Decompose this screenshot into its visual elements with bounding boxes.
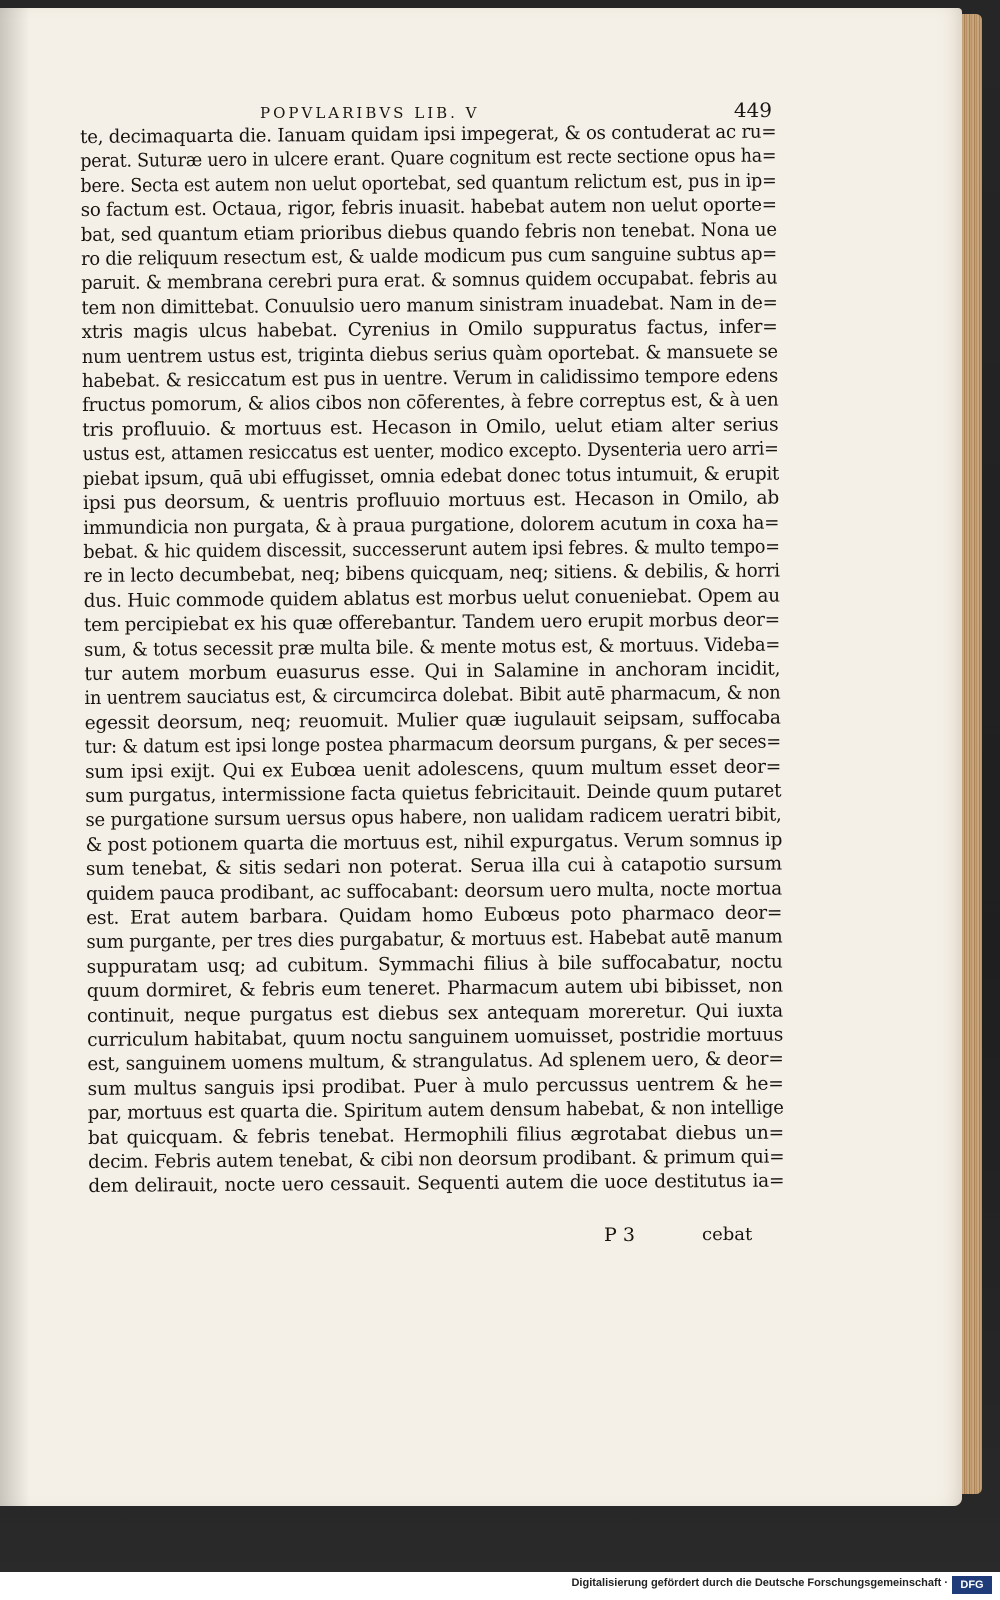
- text-line: par, mortuus est quarta die. Spiritum autem densum habebat, & non intellige: [87, 1097, 784, 1125]
- text-line: habebat. & resiccatum est pus in uentre. Verum in calidissimo tempore edens: [81, 365, 779, 393]
- text-line: tem percipiebat ex his quæ offerebantur. Tandem uero erupit morbus deor=: [83, 609, 780, 637]
- text-line: se purgatione sursum uersus opus habere, non ualidam radicem ueratri bibit,: [85, 804, 782, 832]
- text-line: ustus est, attamen resiccatus est uenter, modico excepto. Dysenteria uero arri=: [82, 438, 779, 466]
- text-line: & post potionem quarta die mortuus est, nihil expurgatus. Verum somnus ip: [85, 829, 783, 856]
- text-line: est. Erat autem barbara. Quidam homo Eubœus poto pharmaco deor=: [86, 902, 783, 929]
- binding-shadow: [0, 8, 30, 1506]
- text-line: quidem pauca prodibant, ac suffocabant: deorsum uero multa, nocte mortua: [85, 878, 783, 905]
- text-line: fructus pomorum, & alios cibos non cōferentes, à febre correptus est, & à uen: [82, 389, 779, 417]
- text-line: dus. Huic commode quidem ablatus est morbus uelut conueniebat. Opem au: [83, 585, 780, 612]
- catchword: cebat: [702, 1224, 753, 1245]
- text-line: so factum est. Octaua, rigor, febris inuasit. habebat autem non uelut oporte=: [80, 194, 777, 222]
- text-line: ipsi pus deorsum, & uentris profluuio mortuus est. Hecason in Omilo, ab: [82, 487, 780, 515]
- text-line: num uentrem ustus est, triginta diebus serius quàm oportebat. & mansuete se: [81, 341, 778, 368]
- text-line: sum purgatus, intermissione facta quietus febricitauit. Deinde quum putaret: [85, 780, 782, 807]
- running-head: POPVLARIBVS LIB. V: [260, 104, 480, 122]
- text-line: sum purgante, per tres dies purgabatur, & mortuus est. Habebat autē manum: [86, 926, 783, 954]
- text-line: bebat. & hic quidem discessit, successerunt autem ipsi febres. & multo tempo=: [83, 536, 780, 563]
- text-line: continuit, neque purgatus est diebus sex antequam moreretur. Qui iuxta: [86, 1000, 784, 1027]
- text-line: curriculum habitabat, quum noctu sanguinem uomuisset, postridie mortuus: [87, 1024, 784, 1052]
- text-line: sum ipsi exijt. Qui ex Eubœa uenit adolescens, quum multum esset deor=: [84, 756, 782, 783]
- text-line: egessit deorsum, neq; reuomuit. Mulier quæ iugulauit seipsam, suffocaba: [84, 707, 781, 734]
- signature-mark: P 3: [604, 1224, 635, 1246]
- text-line: te, decimaquarta die. Ianuam quidam ipsi impegerat, & os contuderat ac ru=: [80, 121, 777, 148]
- text-line: decim. Febris autem tenebat, & cibi non deorsum prodibant. & primum qui=: [88, 1146, 785, 1174]
- text-line: paruit. & membrana cerebri pura erat. & somnus quidem occupabat. febris au: [81, 267, 778, 295]
- page-number: 449: [733, 98, 772, 122]
- text-line: piebat ipsum, quā ubi effugisset, omnia edebat donec totus intumuit, & erupit: [82, 463, 780, 490]
- text-line: tris profluuio. & mortuus est. Hecason in Omilo, uelut etiam alter serius: [82, 414, 779, 441]
- text-line: re in lecto decumbebat, neq; bibens quicquam, neq; sitiens. & debilis, & horri: [83, 560, 780, 588]
- text-line: sum tenebat, & sitis sedari non poterat. Serua illa cui à catapotio sursum: [85, 853, 782, 881]
- text-line: quum dormiret, & febris eum teneret. Pharmacum autem ubi bibisset, non: [86, 975, 783, 1003]
- text-line: tem non dimittebat. Conuulsio uero manum sinistram inuadebat. Nam in de=: [81, 292, 778, 319]
- text-line: tur: & datum est ipsi longe postea pharmacum deorsum purgans, & per seces=: [84, 731, 781, 759]
- funding-notice: Digitalisierung gefördert durch die Deutsche Forschungsgemeinschaft ·: [571, 1577, 948, 1589]
- text-body: [80, 121, 784, 1200]
- text-line: bere. Secta est autem non uelut oportebat, sed quantum relictum est, pus in ip=: [80, 170, 777, 197]
- text-line: sum multus sanguis ipsi prodibat. Puer à mulo percussus uentrem & he=: [87, 1073, 784, 1100]
- text-line: dem delirauit, nocte uero cessauit. Sequenti autem die uoce destitutus ia=: [88, 1170, 785, 1198]
- text-line: bat, sed quantum etiam prioribus diebus quando febris non tenebat. Nona ue: [80, 219, 777, 246]
- text-line: est, sanguinem uomens multum, & strangulatus. Ad splenem uero, & deor=: [87, 1048, 784, 1076]
- text-line: in uentrem sauciatus est, & circumcirca dolebat. Bibit autē pharmacum, & non: [84, 682, 781, 710]
- text-line: sum, & totus secessit præ multa bile. & mente motus est, & mortuus. Videba=: [84, 634, 781, 661]
- text-line: ro die reliquum resectum est, & ualde modicum pus cum sanguine subtus ap=: [80, 243, 778, 271]
- text-line: perat. Suturæ uero in ulcere erant. Quare cognitum est recte sectione opus ha=: [80, 145, 777, 173]
- text-line: xtris magis ulcus habebat. Cyrenius in Omilo suppuratus factus, infer=: [81, 316, 778, 344]
- page-edge-stack: [960, 14, 982, 1494]
- text-line: bat quicquam. & febris tenebat. Hermophili filius ægrotabat diebus un=: [87, 1122, 785, 1149]
- dfg-logo: DFG: [952, 1576, 992, 1594]
- digitization-bar: [0, 1572, 1000, 1600]
- text-line: tur autem morbum euasurus esse. Qui in Salamine in anchoram incidit,: [84, 658, 781, 685]
- text-line: immundicia non purgata, & à praua purgatione, dolorem acutum in coxa ha=: [83, 512, 780, 539]
- text-line: suppuratam usq; ad cubitum. Symmachi filius à bile suffocabatur, noctu: [86, 951, 783, 978]
